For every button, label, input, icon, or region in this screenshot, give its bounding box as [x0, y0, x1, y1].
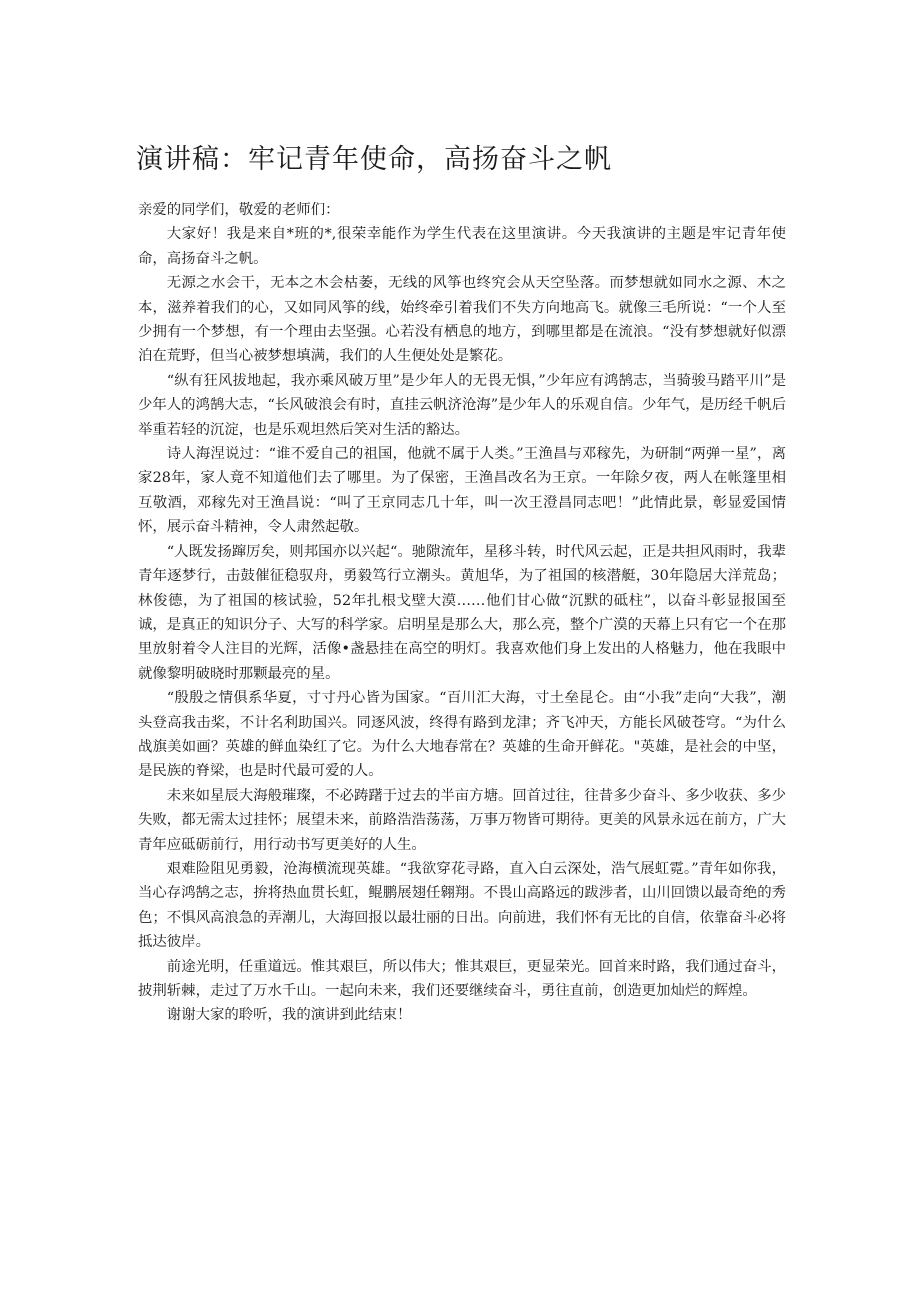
- paragraph-courage: 艰难险阻见勇毅，沧海横流现英雄。“我欲穿花寻路，直入白云深处，浩气展虹霓。”青年如你我，当心存鸿鹄之志，拚将热血贯长虹，鲲鹏展翅任翱翔。不畏山高路远的跋涉者，山川回馈以最奇绝的秀色；不惧风高浪急的弄潮儿，大海回报以最壮丽的日出。向前进，我们怀有无比的自信，依靠奋斗必将抵达彼岸。: [138, 860, 786, 951]
- paragraph-closing: 谢谢大家的聆听，我的演讲到此结束！: [166, 1007, 412, 1024]
- paragraph-patriotism: 诗人海涅说过：“谁不爱自己的祖国，他就不属于人类。”王渔昌与邓稼先，为研制“两弹一星”，离家28年，家人竟不知道他们去了哪里。为了保密，王渔昌改名为王京。一年除夕夜，两人在帐篷里相互敬酒，邓稼先对王渔昌说：“叫了王京同志几十年，叫一次王澄昌同志吧！”此情此景，彰显爱国情怀，展示奋斗精神，令人肃然起敬。: [138, 446, 786, 536]
- paragraph-heroes: “殷殷之情俱系华夏，寸寸丹心皆为国家。“百川汇大海，寸土垒昆仑。由“小我”走向“大我”，潮头登高我击桨，不计名利助国兴。同逐风波，终得有路到龙津；齐飞冲天，方能长风破苍穹。“为什么战旗美如画？英雄的鲜血染红了它。为什么大地春常在？英雄的生命开鲜花。"英雄，是社会的中坚，是民族的脊梁，也是时代最可爱的人。: [138, 690, 786, 780]
- paragraph-scientists: “人既发扬蹿厉矣，则邦国亦以兴起“。驰隙流年，星移斗转，时代风云起，正是共担风雨时，我辈青年逐梦行，击鼓催征稳驭舟，勇毅笃行立潮头。黄旭华，为了祖国的核潜艇，30年隐居大洋荒岛；林俊德，为了祖国的核试验，52年扎根戈壁大漠……他们甘心做“沉默的砥柱”，以奋斗彰显报国至诚，是真正的知识分子、大写的科学家。启明星是那么大，那么亮，整个广漠的天幕上只有它一个在那里放射着令人注目的光辉，活像•盏悬挂在高空的明灯。我喜欢他们身上发出的人格魅力，他在我眼中就像黎明破晓时那颗最亮的星。: [138, 543, 786, 682]
- paragraph-dream: 无源之水会干，无本之木会枯萎，无线的风筝也终究会从天空坠落。而梦想就如同水之源、木之本，滋养着我们的心，又如同风筝的线，始终牵引着我们不失方向地高飞。就像三毛所说：“一个人至少拥有一个梦想，有一个理由去坚强。心若没有栖息的地方，到哪里都是在流浪。“没有梦想就好似漂泊在荒野，但当心被梦想填满，我们的人生便处处是繁花。: [138, 275, 786, 365]
- paragraph-youth-spirit: “纵有狂风拔地起，我亦乘风破万里”是少年人的无畏无惧，”少年应有鸿鹄志，当骑骏马踏平川”是少年人的鸿鹄大志，“长风破浪会有时，直挂云帆济沧海”是少年人的乐观自信。少年气，是历经千帆后举重若轻的沉淀，也是乐观坦然后笑对生活的豁达。: [138, 372, 786, 438]
- speech-body: [138, 198, 786, 1028]
- document-title: 演讲稿：牢记青年使命，高扬奋斗之帆: [136, 144, 612, 175]
- paragraph-greeting: 大家好！我是来自*班的*,很荣幸能作为学生代表在这里演讲。今天我演讲的主题是牢记青年使命，高扬奋斗之帆。: [138, 226, 786, 267]
- salutation: 亲爱的同学们，敬爱的老师们：: [138, 202, 340, 218]
- paragraph-future: 未来如星辰大海般璀璨，不必踌躇于过去的半亩方塘。回首过往，往昔多少奋斗、多少收获、多少失败，都无需太过挂怀；展望未来，前路浩浩荡荡，万事万物皆可期待。更美的风景永远在前方，广大青年应砥砺前行，用行动书写更美好的人生。: [138, 787, 786, 853]
- paragraph-bright-future: 前途光明，任重道远。惟其艰巨，所以伟大；惟其艰巨，更显荣光。回首来时路，我们通过奋斗，披荆斩棘，走过了万水千山。一起向未来，我们还要继续奋斗，勇往直前，创造更加灿烂的辉煌。: [138, 958, 786, 999]
